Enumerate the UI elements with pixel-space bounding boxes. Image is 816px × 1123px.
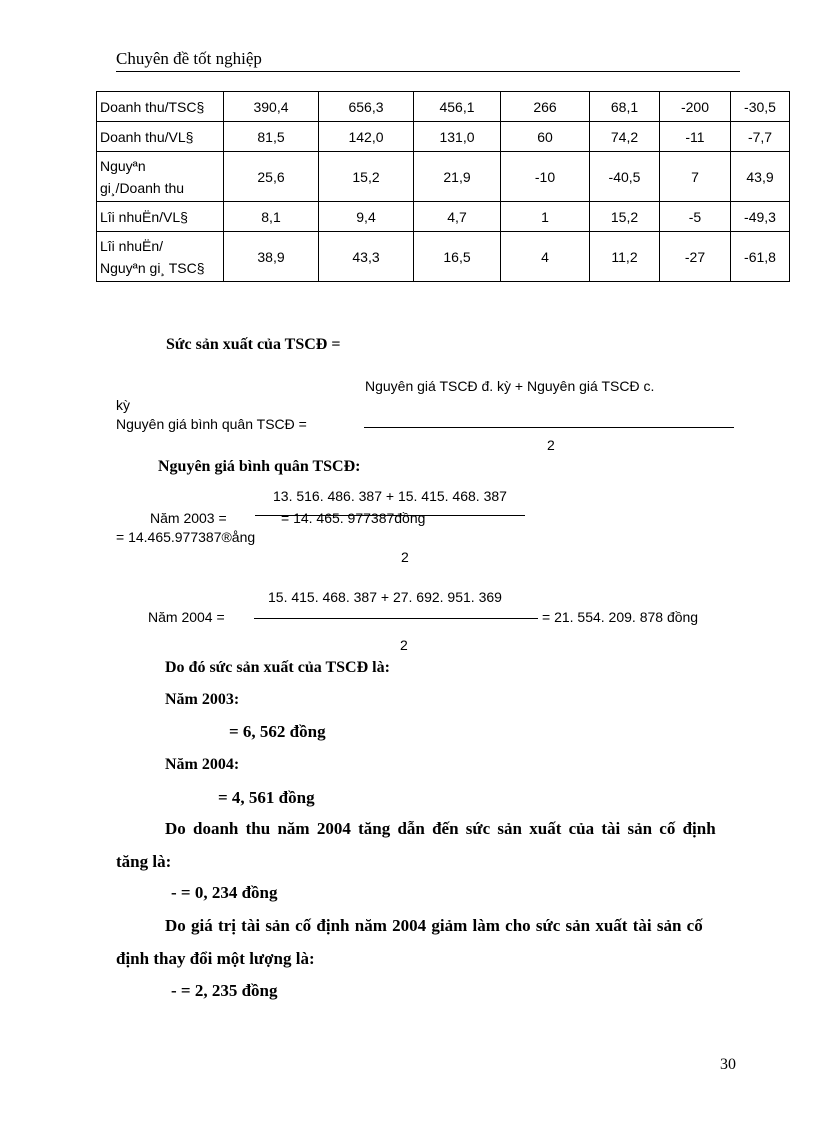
table-cell: 60 [501, 122, 590, 152]
row-label-line: Lîi nhuËn/ [100, 237, 164, 254]
row-label-line: Nguyªn gi¸ TSC§ [100, 259, 205, 276]
y2003-overlay: = 14. 465. 977387đồng [281, 510, 426, 526]
y2003-denominator: 2 [401, 549, 409, 565]
table-cell: 74,2 [590, 122, 660, 152]
year-2003-value: = 6, 562 đồng [229, 722, 326, 741]
formula-numerator-wrap: kỳ [116, 397, 130, 413]
header-rule [116, 71, 740, 72]
table-cell: 68,1 [590, 92, 660, 122]
table-cell: -10 [501, 152, 590, 202]
year-2004-value: = 4, 561 đồng [218, 788, 315, 807]
y2003-numerator: 13. 516. 486. 387 + 15. 415. 468. 387 [273, 488, 507, 504]
y2004-denominator: 2 [400, 637, 408, 653]
table-cell: 25,6 [224, 152, 319, 202]
table-row [97, 152, 790, 202]
heading-avg-cost: Nguyên giá bình quân TSCĐ: [158, 458, 361, 475]
row-label-line: Doanh thu/TSC§ [100, 98, 205, 115]
page-number: 30 [720, 1056, 736, 1073]
table-row [97, 202, 790, 232]
row-label-line: Lîi nhuËn/VL§ [100, 208, 188, 225]
table-cell: 15,2 [590, 202, 660, 232]
paragraph-2-line-1: Do giá trị tài sản cố định năm 2004 giảm làm cho sức sản xuất tài sản cố [165, 916, 703, 935]
table-cell: 656,3 [319, 92, 414, 122]
asset-effect-value: - = 2, 235 đồng [171, 981, 278, 1000]
row-label [97, 92, 224, 122]
table-cell: 9,4 [319, 202, 414, 232]
table-cell: 16,5 [414, 232, 501, 282]
y2004-numerator: 15. 415. 468. 387 + 27. 692. 951. 369 [268, 589, 502, 605]
formula-denominator: 2 [547, 437, 555, 453]
heading-productivity: Sức sản xuất của TSCĐ = [166, 336, 341, 353]
header-title: Chuyên đề tốt nghiệp [116, 49, 262, 68]
paragraph-2-line-2: định thay đổi một lượng là: [116, 949, 315, 968]
heading-therefore: Do đó sức sản xuất của TSCĐ là: [165, 659, 390, 676]
table-cell: 81,5 [224, 122, 319, 152]
table-cell: 390,4 [224, 92, 319, 122]
table-cell: 456,1 [414, 92, 501, 122]
table-cell: 1 [501, 202, 590, 232]
ratio-table [96, 91, 790, 282]
row-label [97, 122, 224, 152]
table-cell: 38,9 [224, 232, 319, 282]
table-cell: 7 [660, 152, 731, 202]
table-cell: -5 [660, 202, 731, 232]
table-cell: 11,2 [590, 232, 660, 282]
table-row [97, 232, 790, 282]
year-2003-label: Năm 2003: [165, 691, 240, 708]
year-2004-label: Năm 2004: [165, 756, 240, 773]
table-cell: 43,9 [731, 152, 790, 202]
table-cell: 4,7 [414, 202, 501, 232]
y2004-fraction-line [254, 618, 538, 619]
table-cell: -61,8 [731, 232, 790, 282]
formula-fraction-line [364, 427, 734, 428]
y2003-label: Năm 2003 = [150, 510, 227, 526]
formula-numerator: Nguyên giá TSCĐ đ. kỳ + Nguyên giá TSCĐ c. [365, 378, 655, 394]
y2004-result: = 21. 554. 209. 878 đồng [542, 609, 699, 625]
formula-lhs: Nguyên giá bình quân TSCĐ = [116, 416, 307, 432]
table-cell: 142,0 [319, 122, 414, 152]
table-cell: 21,9 [414, 152, 501, 202]
y2003-result: = 14.465.977387®ång [116, 529, 256, 545]
row-label-line: Nguyªn [100, 157, 146, 174]
paragraph-1-line-1: Do doanh thu năm 2004 tăng dẫn đến sức sản xuất của tài sản cố định [165, 819, 716, 838]
table-cell: -49,3 [731, 202, 790, 232]
table-cell: 43,3 [319, 232, 414, 282]
table-cell: -30,5 [731, 92, 790, 122]
row-label [97, 202, 224, 232]
row-label-line: gi¸/Doanh thu [100, 179, 185, 196]
table-cell: 8,1 [224, 202, 319, 232]
table-cell: -40,5 [590, 152, 660, 202]
paragraph-1-line-2: tăng là: [116, 852, 172, 871]
row-label [97, 152, 224, 202]
table-cell: -27 [660, 232, 731, 282]
revenue-effect-value: - = 0, 234 đồng [171, 883, 278, 902]
table-row [97, 122, 790, 152]
table-cell: -11 [660, 122, 731, 152]
y2004-label: Năm 2004 = [148, 609, 225, 625]
table-row [97, 92, 790, 122]
table-cell: 131,0 [414, 122, 501, 152]
table-cell: -200 [660, 92, 731, 122]
table-cell: -7,7 [731, 122, 790, 152]
table-cell: 4 [501, 232, 590, 282]
table-cell: 15,2 [319, 152, 414, 202]
row-label-line: Doanh thu/VL§ [100, 128, 194, 145]
table-cell: 266 [501, 92, 590, 122]
row-label [97, 232, 224, 282]
